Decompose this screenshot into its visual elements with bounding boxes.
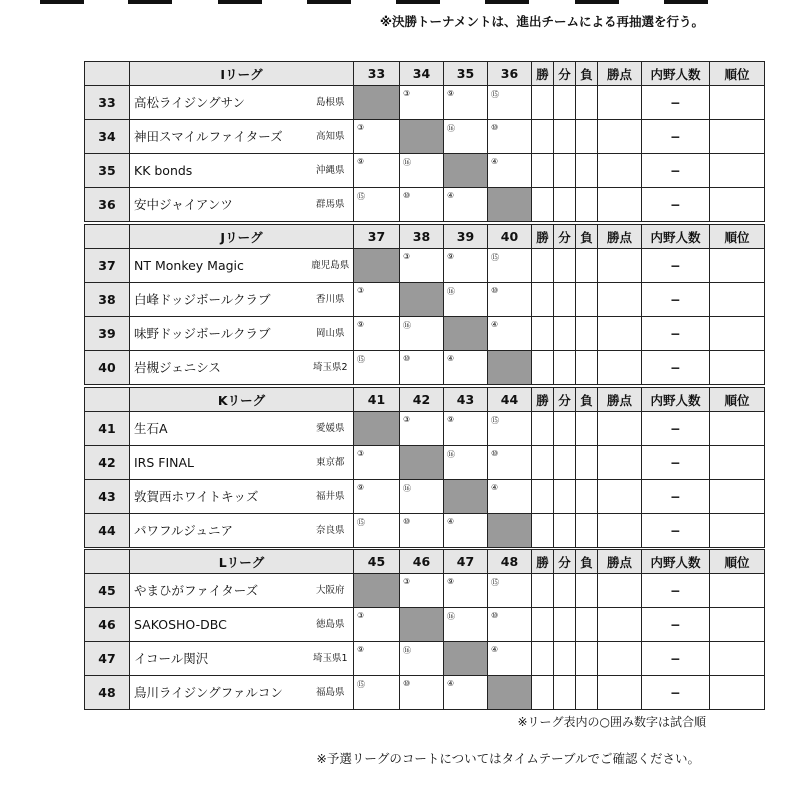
match-order-mark: ⑯ (444, 608, 488, 642)
result-cell-rank (710, 412, 765, 446)
column-header-infield: 内野人数 (642, 62, 710, 86)
team-name: NT Monkey Magic (130, 249, 308, 283)
team-name: 安中ジャイアンツ (130, 188, 308, 222)
league-header-row (85, 388, 765, 412)
self-match-cell (400, 120, 444, 154)
opponent-number: 41 (354, 388, 400, 412)
league-header-row (85, 550, 765, 574)
result-cell-points (598, 188, 642, 222)
team-name: パワフルジュニア (130, 514, 308, 548)
team-row (85, 642, 765, 676)
infield-count: − (642, 574, 710, 608)
result-cell-draw (554, 514, 576, 548)
team-row (85, 351, 765, 385)
column-header-rank: 順位 (710, 388, 765, 412)
match-order-mark: ④ (488, 154, 532, 188)
column-header-points: 勝点 (598, 388, 642, 412)
team-prefecture: 愛媛県 (308, 412, 354, 446)
column-header-win: 勝 (532, 388, 554, 412)
infield-count: − (642, 188, 710, 222)
column-header-infield: 内野人数 (642, 225, 710, 249)
result-cell-loss (576, 514, 598, 548)
league-name: Jリーグ (130, 225, 354, 249)
result-cell-loss (576, 574, 598, 608)
result-cell-points (598, 642, 642, 676)
team-number: 37 (85, 249, 130, 283)
result-cell-loss (576, 608, 598, 642)
self-match-cell (488, 676, 532, 710)
opponent-number: 39 (444, 225, 488, 249)
infield-count: − (642, 514, 710, 548)
self-match-cell (354, 412, 400, 446)
result-cell-points (598, 249, 642, 283)
result-cell-draw (554, 480, 576, 514)
team-prefecture: 埼玉県1 (308, 642, 354, 676)
self-match-cell (444, 154, 488, 188)
match-order-mark: ⑨ (354, 642, 400, 676)
team-number: 48 (85, 676, 130, 710)
self-match-cell (488, 351, 532, 385)
team-number: 40 (85, 351, 130, 385)
infield-count: − (642, 351, 710, 385)
team-number: 43 (85, 480, 130, 514)
result-cell-win (532, 574, 554, 608)
league-header-row (85, 62, 765, 86)
league-table (84, 549, 765, 710)
match-order-mark: ⑨ (444, 86, 488, 120)
result-cell-points (598, 608, 642, 642)
team-prefecture: 岡山県 (308, 317, 354, 351)
match-order-mark: ⑮ (488, 249, 532, 283)
column-header-infield: 内野人数 (642, 550, 710, 574)
result-cell-draw (554, 317, 576, 351)
infield-count: − (642, 154, 710, 188)
infield-count: − (642, 120, 710, 154)
infield-count: − (642, 480, 710, 514)
match-order-mark: ⑯ (444, 446, 488, 480)
match-order-mark: ④ (488, 317, 532, 351)
column-header-draw: 分 (554, 388, 576, 412)
court-note: ※予選リーグのコートについてはタイムテーブルでご確認ください。 (316, 751, 700, 766)
opponent-number: 40 (488, 225, 532, 249)
match-order-mark: ③ (400, 574, 444, 608)
match-order-mark: ⑨ (354, 317, 400, 351)
team-prefecture: 徳島県 (308, 608, 354, 642)
result-cell-win (532, 676, 554, 710)
result-cell-rank (710, 188, 765, 222)
team-name: 高松ライジングサン (130, 86, 308, 120)
team-name: 白峰ドッジボールクラブ (130, 283, 308, 317)
result-cell-draw (554, 351, 576, 385)
league-name: Kリーグ (130, 388, 354, 412)
column-header-loss: 負 (576, 62, 598, 86)
team-number: 33 (85, 86, 130, 120)
result-cell-points (598, 676, 642, 710)
result-cell-points (598, 574, 642, 608)
result-cell-rank (710, 446, 765, 480)
result-cell-loss (576, 120, 598, 154)
team-prefecture: 沖縄県 (308, 154, 354, 188)
team-name: 岩槻ジェニシス (130, 351, 308, 385)
result-cell-win (532, 283, 554, 317)
match-order-mark: ⑮ (354, 188, 400, 222)
team-row (85, 412, 765, 446)
match-order-mark: ③ (400, 86, 444, 120)
result-cell-rank (710, 317, 765, 351)
team-number: 38 (85, 283, 130, 317)
team-name: イコール関沢 (130, 642, 308, 676)
self-match-cell (354, 574, 400, 608)
result-cell-win (532, 412, 554, 446)
result-cell-loss (576, 480, 598, 514)
result-cell-draw (554, 249, 576, 283)
match-order-mark: ③ (400, 412, 444, 446)
opponent-number: 36 (488, 62, 532, 86)
top-edge-marks (0, 0, 800, 6)
opponent-number: 45 (354, 550, 400, 574)
result-cell-points (598, 514, 642, 548)
column-header-win: 勝 (532, 550, 554, 574)
match-order-mark: ⑮ (354, 676, 400, 710)
opponent-number: 47 (444, 550, 488, 574)
column-header-infield: 内野人数 (642, 388, 710, 412)
league-table (84, 387, 765, 548)
team-row (85, 283, 765, 317)
team-prefecture: 鹿児島県 (308, 249, 354, 283)
corner-cell (85, 225, 130, 249)
result-cell-loss (576, 86, 598, 120)
result-cell-win (532, 86, 554, 120)
opponent-number: 46 (400, 550, 444, 574)
self-match-cell (444, 480, 488, 514)
self-match-cell (400, 283, 444, 317)
match-order-mark: ⑩ (488, 283, 532, 317)
result-cell-points (598, 283, 642, 317)
infield-count: − (642, 412, 710, 446)
result-cell-win (532, 608, 554, 642)
opponent-number: 43 (444, 388, 488, 412)
result-cell-rank (710, 283, 765, 317)
column-header-rank: 順位 (710, 62, 765, 86)
match-order-mark: ⑩ (400, 351, 444, 385)
team-prefecture: 東京都 (308, 446, 354, 480)
result-cell-loss (576, 283, 598, 317)
result-cell-points (598, 351, 642, 385)
team-prefecture: 奈良県 (308, 514, 354, 548)
match-order-mark: ④ (444, 514, 488, 548)
result-cell-points (598, 120, 642, 154)
header-note: ※決勝トーナメントは、進出チームによる再抽選を行う。 (379, 14, 704, 29)
team-prefecture: 福井県 (308, 480, 354, 514)
result-cell-draw (554, 283, 576, 317)
result-cell-rank (710, 154, 765, 188)
team-row (85, 446, 765, 480)
result-cell-win (532, 188, 554, 222)
result-cell-draw (554, 86, 576, 120)
team-name: IRS FINAL (130, 446, 308, 480)
team-number: 46 (85, 608, 130, 642)
match-order-mark: ④ (444, 188, 488, 222)
league-name: Iリーグ (130, 62, 354, 86)
self-match-cell (488, 188, 532, 222)
team-prefecture: 高知県 (308, 120, 354, 154)
match-order-mark: ⑯ (400, 480, 444, 514)
team-prefecture: 福島県 (308, 676, 354, 710)
team-number: 34 (85, 120, 130, 154)
match-order-mark: ③ (354, 608, 400, 642)
team-row (85, 154, 765, 188)
result-cell-loss (576, 317, 598, 351)
match-order-mark: ③ (354, 283, 400, 317)
team-row (85, 86, 765, 120)
opponent-number: 44 (488, 388, 532, 412)
result-cell-rank (710, 514, 765, 548)
team-name: 敦賀西ホワイトキッズ (130, 480, 308, 514)
match-order-mark: ⑨ (354, 480, 400, 514)
match-order-mark: ⑮ (354, 514, 400, 548)
match-order-mark: ③ (354, 446, 400, 480)
result-cell-win (532, 154, 554, 188)
opponent-number: 33 (354, 62, 400, 86)
result-cell-win (532, 446, 554, 480)
match-order-mark: ⑯ (400, 317, 444, 351)
column-header-points: 勝点 (598, 225, 642, 249)
match-order-mark: ⑯ (400, 154, 444, 188)
match-order-note: ※リーグ表内の○囲み数字は試合順 (517, 715, 706, 729)
corner-cell (85, 388, 130, 412)
match-order-mark: ⑯ (444, 283, 488, 317)
team-prefecture: 香川県 (308, 283, 354, 317)
result-cell-win (532, 480, 554, 514)
team-row (85, 608, 765, 642)
match-order-mark: ⑩ (488, 608, 532, 642)
team-row (85, 120, 765, 154)
match-order-mark: ⑯ (400, 642, 444, 676)
infield-count: − (642, 446, 710, 480)
result-cell-draw (554, 608, 576, 642)
result-cell-rank (710, 86, 765, 120)
column-header-draw: 分 (554, 225, 576, 249)
column-header-draw: 分 (554, 62, 576, 86)
column-header-points: 勝点 (598, 550, 642, 574)
self-match-cell (444, 317, 488, 351)
infield-count: − (642, 608, 710, 642)
result-cell-win (532, 514, 554, 548)
result-cell-draw (554, 154, 576, 188)
match-order-mark: ⑯ (444, 120, 488, 154)
column-header-win: 勝 (532, 225, 554, 249)
team-name: 味野ドッジボールクラブ (130, 317, 308, 351)
column-header-loss: 負 (576, 388, 598, 412)
team-row (85, 480, 765, 514)
league-table (84, 61, 765, 222)
team-row (85, 317, 765, 351)
league-header-row (85, 225, 765, 249)
infield-count: − (642, 676, 710, 710)
team-number: 39 (85, 317, 130, 351)
self-match-cell (400, 608, 444, 642)
infield-count: − (642, 283, 710, 317)
team-prefecture: 大阪府 (308, 574, 354, 608)
result-cell-loss (576, 249, 598, 283)
opponent-number: 38 (400, 225, 444, 249)
result-cell-win (532, 351, 554, 385)
infield-count: − (642, 86, 710, 120)
result-cell-win (532, 120, 554, 154)
team-name: SAKOSHO-DBC (130, 608, 308, 642)
result-cell-rank (710, 120, 765, 154)
team-number: 47 (85, 642, 130, 676)
result-cell-loss (576, 676, 598, 710)
result-cell-rank (710, 676, 765, 710)
team-prefecture: 群馬県 (308, 188, 354, 222)
match-order-mark: ④ (444, 676, 488, 710)
team-number: 45 (85, 574, 130, 608)
match-order-mark: ④ (444, 351, 488, 385)
match-order-mark: ⑨ (354, 154, 400, 188)
match-order-mark: ⑨ (444, 574, 488, 608)
opponent-number: 34 (400, 62, 444, 86)
result-cell-draw (554, 574, 576, 608)
result-cell-win (532, 317, 554, 351)
column-header-loss: 負 (576, 225, 598, 249)
match-order-mark: ⑮ (488, 412, 532, 446)
result-cell-win (532, 249, 554, 283)
team-row (85, 676, 765, 710)
match-order-mark: ④ (488, 480, 532, 514)
team-name: 生石A (130, 412, 308, 446)
result-cell-points (598, 86, 642, 120)
self-match-cell (488, 514, 532, 548)
column-header-loss: 負 (576, 550, 598, 574)
column-header-win: 勝 (532, 62, 554, 86)
team-row (85, 514, 765, 548)
result-cell-draw (554, 676, 576, 710)
result-cell-points (598, 317, 642, 351)
result-cell-rank (710, 574, 765, 608)
result-cell-points (598, 446, 642, 480)
self-match-cell (444, 642, 488, 676)
result-cell-points (598, 154, 642, 188)
result-cell-draw (554, 120, 576, 154)
opponent-number: 35 (444, 62, 488, 86)
team-number: 35 (85, 154, 130, 188)
opponent-number: 42 (400, 388, 444, 412)
team-name: KK bonds (130, 154, 308, 188)
result-cell-rank (710, 608, 765, 642)
result-cell-points (598, 412, 642, 446)
result-cell-draw (554, 188, 576, 222)
result-cell-draw (554, 412, 576, 446)
match-order-mark: ⑩ (400, 514, 444, 548)
opponent-number: 48 (488, 550, 532, 574)
team-name: 鳥川ライジングファルコン (130, 676, 308, 710)
team-row (85, 574, 765, 608)
self-match-cell (354, 249, 400, 283)
match-order-mark: ⑩ (400, 676, 444, 710)
league-table (84, 224, 765, 385)
match-order-mark: ③ (354, 120, 400, 154)
result-cell-loss (576, 412, 598, 446)
match-order-mark: ⑩ (488, 446, 532, 480)
corner-cell (85, 550, 130, 574)
league-name: Lリーグ (130, 550, 354, 574)
team-row (85, 188, 765, 222)
match-order-mark: ⑩ (488, 120, 532, 154)
team-number: 36 (85, 188, 130, 222)
column-header-rank: 順位 (710, 225, 765, 249)
self-match-cell (400, 446, 444, 480)
result-cell-loss (576, 351, 598, 385)
result-cell-points (598, 480, 642, 514)
result-cell-draw (554, 642, 576, 676)
match-order-mark: ③ (400, 249, 444, 283)
opponent-number: 37 (354, 225, 400, 249)
result-cell-loss (576, 188, 598, 222)
result-cell-rank (710, 351, 765, 385)
result-cell-rank (710, 642, 765, 676)
infield-count: − (642, 642, 710, 676)
column-header-points: 勝点 (598, 62, 642, 86)
match-order-mark: ⑨ (444, 412, 488, 446)
team-name: やまひがファイターズ (130, 574, 308, 608)
match-order-mark: ⑮ (488, 86, 532, 120)
match-order-mark: ④ (488, 642, 532, 676)
result-cell-loss (576, 154, 598, 188)
self-match-cell (354, 86, 400, 120)
match-order-mark: ⑮ (354, 351, 400, 385)
match-order-mark: ⑨ (444, 249, 488, 283)
result-cell-rank (710, 249, 765, 283)
result-cell-rank (710, 480, 765, 514)
result-cell-loss (576, 446, 598, 480)
match-order-mark: ⑮ (488, 574, 532, 608)
infield-count: − (642, 249, 710, 283)
column-header-rank: 順位 (710, 550, 765, 574)
team-prefecture: 埼玉県2 (308, 351, 354, 385)
result-cell-loss (576, 642, 598, 676)
team-name: 神田スマイルファイターズ (130, 120, 308, 154)
team-row (85, 249, 765, 283)
match-order-mark: ⑩ (400, 188, 444, 222)
column-header-draw: 分 (554, 550, 576, 574)
team-prefecture: 島根県 (308, 86, 354, 120)
team-number: 42 (85, 446, 130, 480)
infield-count: − (642, 317, 710, 351)
corner-cell (85, 62, 130, 86)
result-cell-draw (554, 446, 576, 480)
result-cell-win (532, 642, 554, 676)
team-number: 44 (85, 514, 130, 548)
team-number: 41 (85, 412, 130, 446)
